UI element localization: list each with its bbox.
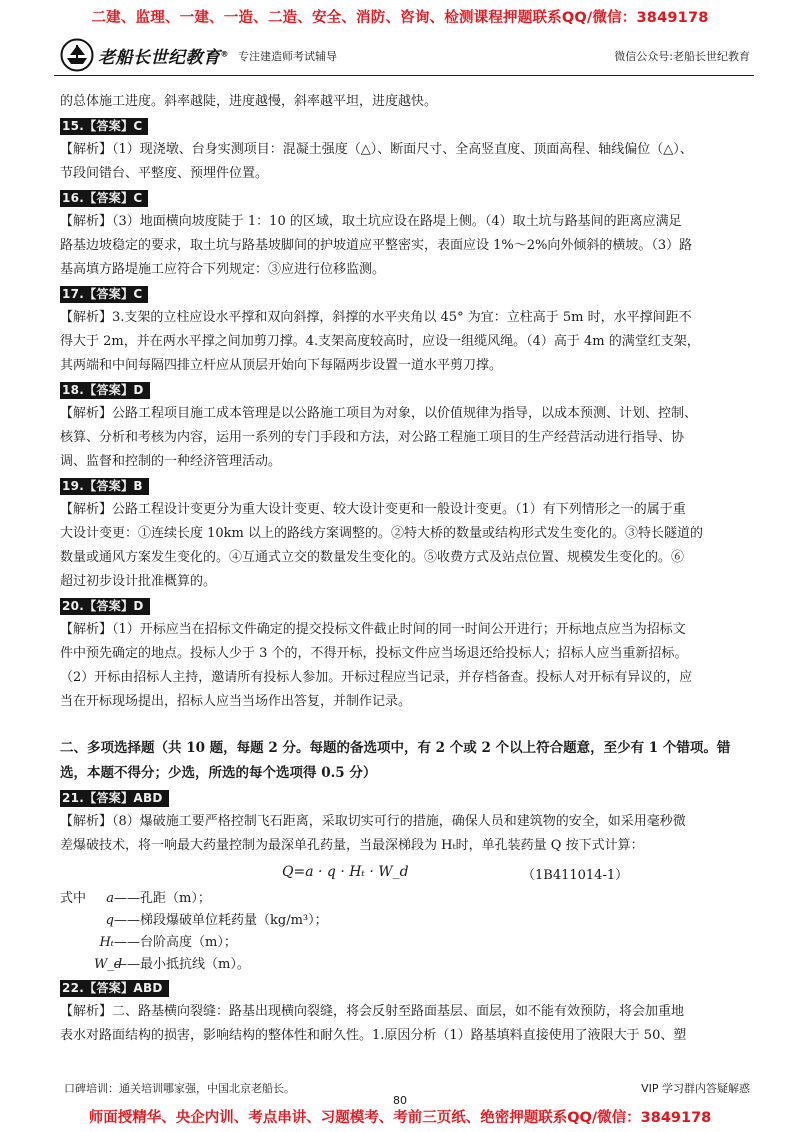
formula-definition: Hₜ——台阶高度（m）； xyxy=(99,935,237,950)
question-18 xyxy=(60,378,750,474)
answer-badge: 20.【答案】D xyxy=(60,598,150,615)
formula-definition: W_d——最小抵抗线（m）。 xyxy=(94,957,250,972)
explanation-line: 【解析】（1）开标应当在招标文件确定的提交投标文件截止时间的同一时间公开进行；开标地点应当为招标文 xyxy=(60,622,686,637)
formula-definition: 式中 a——孔距（m）； xyxy=(60,891,211,906)
header-tagline: 专注建造师考试辅导 xyxy=(238,50,337,63)
ship-logo-icon xyxy=(60,38,94,72)
explanation-line: 【解析】（3）地面横向坡度陡于 1：10 的区域，取土坑应设在路堤上侧。（4）取土坑与路基间的距离应满足 xyxy=(60,214,682,229)
answer-badge: 18.【答案】D xyxy=(60,382,150,399)
page-content xyxy=(60,90,750,1048)
explanation-line: 大设计变更：①连续长度 10km 以上的路线方案调整的。②特大桥的数量或结构形式发生变化的。③特长隧道的 xyxy=(60,526,704,541)
explanation-line: 其两端和中间每隔四排立杆应从顶层开始向下每隔两步设置一道水平剪刀撑。 xyxy=(60,358,503,373)
bottom-promo-banner: 师面授精华、央企内训、考点串讲、习题模考、考前三页纸、绝密押题联系QQ/微信：3849178 xyxy=(88,1110,712,1126)
page-header xyxy=(54,36,754,76)
question-16 xyxy=(60,186,750,282)
page-number: 80 xyxy=(393,1094,407,1107)
paragraph: 的总体施工进度。斜率越陡，进度越慢，斜率越平坦，进度越快。 xyxy=(60,94,438,109)
answer-badge: 19.【答案】B xyxy=(60,478,149,495)
explanation-line: 节段间错台、平整度、预埋件位置。 xyxy=(60,166,269,181)
header-wechat-account: 微信公众号:老船长世纪教育 xyxy=(614,50,750,63)
formula: Q=a · q · Hₜ · W_d xyxy=(282,864,409,880)
brand-name: 老船长世纪教育® xyxy=(98,47,229,68)
explanation-line: 当在开标现场提出，招标人应当当场作出答复，并制作记录。 xyxy=(60,694,412,709)
answer-badge: 21.【答案】ABD xyxy=(60,790,169,807)
explanation-line: 得大于 2m，并在两水平撑之间加剪刀撑。4.支架高度较高时，应设一组缆风绳。（4）高于 4m 的满堂红支架， xyxy=(60,334,700,349)
top-promo-banner: 二建、监理、一建、一造、二造、安全、消防、咨询、检测课程押题联系QQ/微信：3849178 xyxy=(91,10,709,26)
explanation-line: 调、监督和控制的一种经济管理活动。 xyxy=(60,454,282,469)
brand-logo xyxy=(60,38,229,72)
explanation-line: 件中预先确定的地点。投标人少于 3 个的，不得开标，投标文件应当场退还给投标人；招标人应当重新招标。 xyxy=(60,646,688,661)
explanation-line: （2）开标由招标人主持，邀请所有投标人参加。开标过程应当记录，并存档备查。投标人对开标有异议的，应 xyxy=(60,670,693,685)
explanation-line: 核算、分析和考核为内容，运用一系列的专门手段和方法，对公路工程施工项目的生产经营活动进行指导、协 xyxy=(60,430,685,445)
section-multiple-choice-heading xyxy=(60,736,750,786)
formula-row xyxy=(60,860,750,888)
explanation-line: 【解析】二、路基横向裂缝：路基出现横向裂缝，将会反射至路面基层、面层，如不能有效预防，将会加重地 xyxy=(60,1004,685,1019)
footer-vip-note: VIP 学习群内答疑解惑 xyxy=(641,1082,750,1095)
explanation-line: 数量或通风方案发生变化的。④互通式立交的数量发生变化的。⑤收费方式及站点位置、规模发生变化的。⑥ xyxy=(60,550,685,565)
explanation-line: 【解析】公路工程设计变更分为重大设计变更、较大设计变更和一般设计变更。（1）有下列情形之一的属于重 xyxy=(60,502,686,517)
explanation-line: 基高填方路堤施工应符合下列规定：③应进行位移监测。 xyxy=(60,262,386,277)
explanation-line: 【解析】（1）现浇墩、台身实测项目：混凝土强度（△）、断面尺寸、全高竖直度、顶面高程、轴线偏位（△）、 xyxy=(60,142,693,157)
section-title-line: 二、多项选择题（共 10 题，每题 2 分。每题的备选项中，有 2 个或 2 个以上符合题意，至少有 1 个错项。错 xyxy=(60,740,731,756)
explanation-line: 超过初步设计批准概算的。 xyxy=(60,574,217,589)
formula-definition: q——梯段爆破单位耗药量（kg/m³）； xyxy=(105,913,328,928)
question-15 xyxy=(60,114,750,186)
explanation-line: 差爆破技术，将一响最大药量控制为最深单孔药量，当最深梯段为 Hₜ时，单孔装药量 Q 按下式计算： xyxy=(60,838,644,853)
explanation-line: 【解析】3.支架的立柱应设水平撑和双向斜撑，斜撑的水平夹角以 45° 为宜：立柱高于 5m 时，水平撑间距不 xyxy=(60,310,692,325)
question-17 xyxy=(60,282,750,378)
answer-badge: 22.【答案】ABD xyxy=(60,980,169,997)
answer-badge: 15.【答案】C xyxy=(60,118,148,135)
explanation-line: 【解析】公路工程项目施工成本管理是以公路施工项目为对象，以价值规律为指导，以成本预测、计划、控制、 xyxy=(60,406,698,421)
question-19 xyxy=(60,474,750,594)
question-22 xyxy=(60,976,750,1048)
footer-slogan: 口碑培训：通关培训哪家强，中国北京老船长。 xyxy=(64,1082,295,1095)
section-title-line: 选，本题不得分；少选，所选的每个选项得 0.5 分） xyxy=(60,765,377,781)
question-21 xyxy=(60,786,750,976)
explanation-line: 路基边坡稳定的要求，取土坑与路基坡脚间的护坡道应平整密实，表面应设 1%～2%向外倾斜的横坡。（3）路 xyxy=(60,238,693,253)
answer-badge: 16.【答案】C xyxy=(60,190,148,207)
formula-number: （1B411014-1） xyxy=(522,868,629,883)
explanation-line: 表水对路面结构的损害，影响结构的整体性和耐久性。1.原因分析（1）路基填料直接使用了液限大于 50、塑 xyxy=(60,1028,687,1043)
question-20 xyxy=(60,594,750,714)
explanation-line: 【解析】（8）爆破施工要严格控制飞石距离，采取切实可行的措施，确保人员和建筑物的安全，如采用毫秒微 xyxy=(60,814,686,829)
answer-badge: 17.【答案】C xyxy=(60,286,148,303)
